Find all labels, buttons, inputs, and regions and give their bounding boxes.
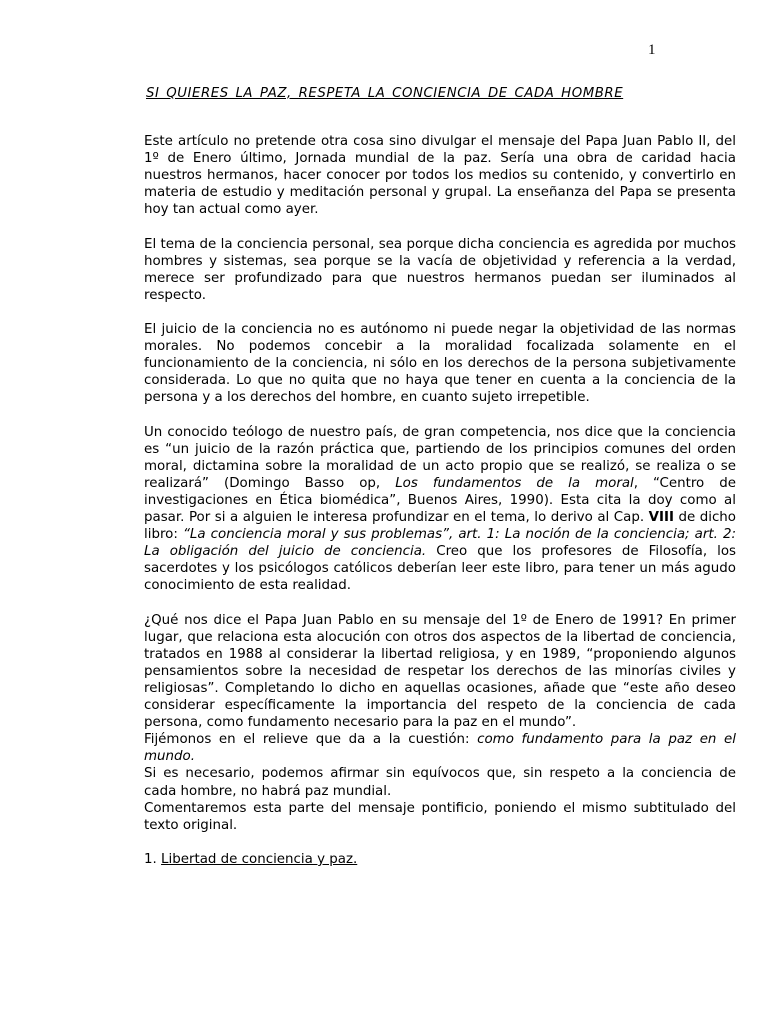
chapter-number: VIII <box>648 510 674 526</box>
paragraph-theologian-citation <box>144 424 736 595</box>
page-number: 1 <box>648 42 656 58</box>
section-number: 1. <box>144 851 157 867</box>
paragraph-conscience-theme: El tema de la conciencia personal, sea porque dicha conciencia es agredida por muchos hombres y sistemas, sea porque se la vacía de objetividad y referencia a la verdad, merece ser profundizado para que nuestros hermanos puedan ser iluminados al respecto. <box>144 236 736 303</box>
page-title: SI QUIERES LA PAZ, RESPETA LA CONCIENCIA DE CADA HOMBRE <box>146 86 624 101</box>
paragraph-world-peace: Si es necesario, podemos afirmar sin equívocos que, sin respeto a la conciencia de cada hombre, no habrá paz mundial. <box>144 766 736 799</box>
section-title: Libertad de conciencia y paz. <box>161 851 358 867</box>
paragraph-emphasis <box>144 731 736 765</box>
book-title: Los fundamentos de la moral <box>395 475 634 491</box>
paragraph-intro: Este artículo no pretende otra cosa sino divulgar el mensaje del Papa Juan Pablo II, del 1º de Enero último, Jornada mundial de la paz. Sería una obra de caridad hacia nuestros hermanos, hacer conocer por todos los medios su contenido, y convertirlo en materia de estudio y meditación personal y grupal. La enseñanza del Papa se presenta hoy tan actual como ayer. <box>144 134 736 218</box>
citation-text-4: Creo que los profesores de Filosofía, los sacerdotes y los psicólogos católicos deberían leer este libro, para tener un más agudo conocimiento de esta realidad. <box>144 544 736 594</box>
emphasis-quote: como fundamento para la paz en el mundo. <box>144 732 736 765</box>
paragraph-pope-message: ¿Qué nos dice el Papa Juan Pablo en su mensaje del 1º de Enero de 1991? En primer lugar, que relaciona esta alocución con otros dos aspectos de la libertad de conciencia, tratados en 1988 al considerar la libertad religiosa, y en 1989, “proponiendo algunos pensamientos sobre la necesidad de respetar los derechos de las minorías civiles y religiosas”. Completando lo dicho en aquellas ocasiones, añade que “este año deseo considerar específicamente la importancia del respeto de la conciencia de cada persona, como fundamento necesario para la paz en el mundo”. <box>144 612 736 731</box>
citation-text-3: de dicho libro: <box>144 510 736 543</box>
document-body <box>144 133 736 868</box>
paragraph-conscience-judgment: El juicio de la conciencia no es autónomo ni puede negar la objetividad de las normas morales. No podemos concebir a la moralidad focalizada solamente en el funcionamiento de la conciencia, ni sólo en los derechos de la persona subjetivamente considerada. Lo que no quita que no haya que tener en cuenta a la conciencia de la persona y a los derechos del hombre, en cuanto sujeto irrepetible. <box>144 322 736 406</box>
citation-text-1: Un conocido teólogo de nuestro país, de gran competencia, nos dice que la conciencia es “un juicio de la razón práctica que, partiendo de los principios comunes del orden moral, dictamina sobre la moralidad de un acto propio que se realizó, se realiza o se realizará” (Domingo Basso op, <box>144 424 736 491</box>
section-heading <box>144 851 736 868</box>
citation-text-2: , “Centro de investigaciones en Ética biomédica”, Buenos Aires, 1990). Esta cita la doy como al pasar. Por si a alguien le interesa profundizar en el tema, lo derivo al Cap. <box>144 475 736 526</box>
paragraph-commentary: Comentaremos esta parte del mensaje pontificio, poniendo el mismo subtitulado del texto original. <box>144 800 736 833</box>
emphasis-lead: Fijémonos en el relieve que da a la cuestión: <box>144 732 478 748</box>
chapter-quote: “La conciencia moral y sus problemas”, art. 1: La noción de la conciencia; art. 2: La obligación del juicio de conciencia. <box>144 527 736 560</box>
